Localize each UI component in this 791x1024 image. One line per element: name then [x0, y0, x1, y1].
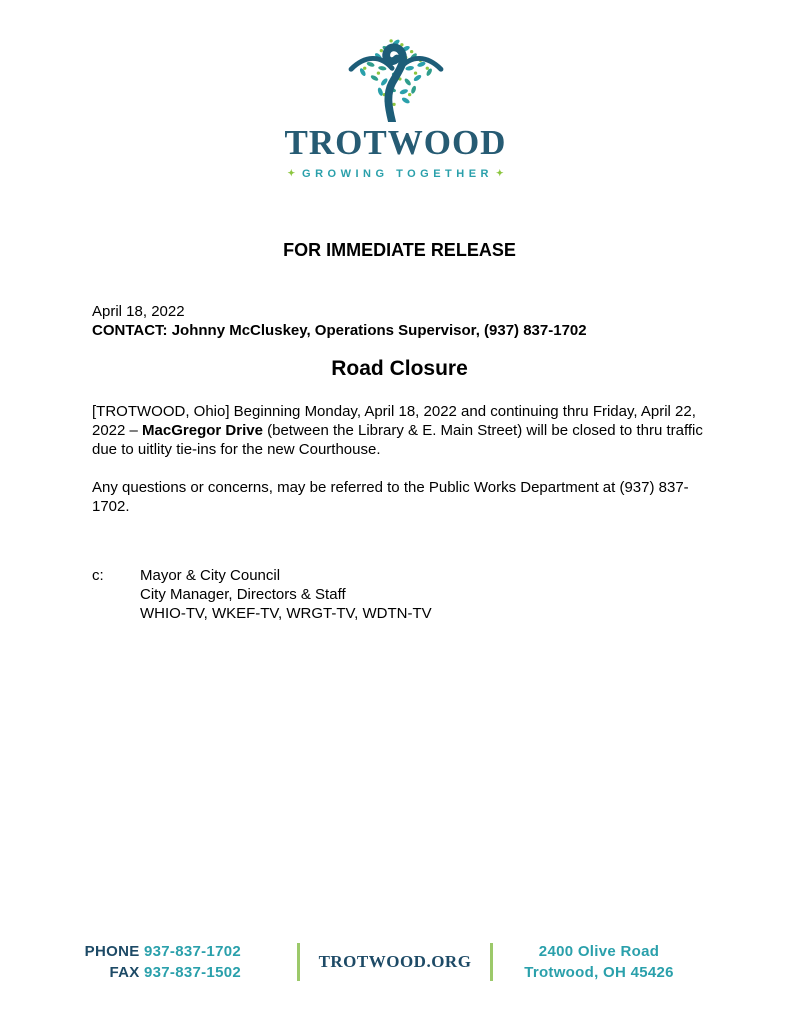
- footer-address-column: [493, 941, 791, 983]
- contact-label: CONTACT:: [92, 322, 172, 339]
- cc-item: City Manager, Directors & Staff: [140, 586, 346, 603]
- footer-contact-column: [0, 941, 297, 983]
- release-body: [92, 238, 707, 623]
- diamond-left-icon: ✦: [287, 168, 296, 178]
- headline: Road Closure: [331, 357, 468, 380]
- para1-text-post: (between the Library & E. Main Street) will be closed to thru traffic due to uitlity tie-ins for the new Courthouse.: [92, 422, 703, 458]
- address-line-1: 2400 Olive Road: [538, 943, 660, 960]
- letterhead-footer: [0, 934, 791, 990]
- trotwood-logo: [0, 0, 791, 181]
- paragraph-road-closure: [92, 402, 707, 459]
- address-line-2: Trotwood, OH 45426: [524, 964, 674, 981]
- tree-logo-icon: [337, 36, 455, 122]
- para1-text-pre: [TROTWOOD, Ohio] Beginning Monday, April 18, 2022 and continuing thru Friday, April 22, 2022 –: [92, 403, 696, 439]
- paragraph-questions: Any questions or concerns, may be referred to the Public Works Department at (937) 837-1702.: [92, 479, 689, 515]
- logo-tagline: [0, 166, 791, 181]
- phone-label: PHONE: [84, 943, 140, 960]
- cc-item: WHIO-TV, WKEF-TV, WRGT-TV, WDTN-TV: [140, 605, 432, 622]
- fax-line: [85, 962, 241, 983]
- address-block: [493, 941, 705, 983]
- phone-number: 937-837-1702: [143, 943, 241, 960]
- fax-number: 937-837-1502: [143, 964, 241, 981]
- contact-line: [92, 321, 707, 340]
- phone-fax-block: [85, 941, 241, 983]
- phone-line: [85, 941, 241, 962]
- release-date: April 18, 2022: [92, 303, 185, 320]
- contact-value: Johnny McCluskey, Operations Supervisor, (937) 837-1702: [171, 322, 587, 339]
- para1-street-name: MacGregor Drive: [142, 422, 263, 439]
- footer-website-column: [300, 952, 490, 972]
- cc-block: [92, 566, 707, 623]
- for-immediate-release-banner: FOR IMMEDIATE RELEASE: [283, 240, 516, 260]
- logo-wordmark: TROTWOOD: [284, 123, 507, 162]
- cc-item: Mayor & City Council: [140, 567, 281, 584]
- tagline-text: GROWING TOGETHER: [302, 168, 493, 180]
- website-url: TROTWOOD.ORG: [318, 952, 472, 971]
- diamond-right-icon: ✦: [495, 168, 504, 178]
- cc-label: c:: [92, 567, 104, 584]
- cc-list: [140, 566, 432, 623]
- fax-label: FAX: [109, 964, 140, 981]
